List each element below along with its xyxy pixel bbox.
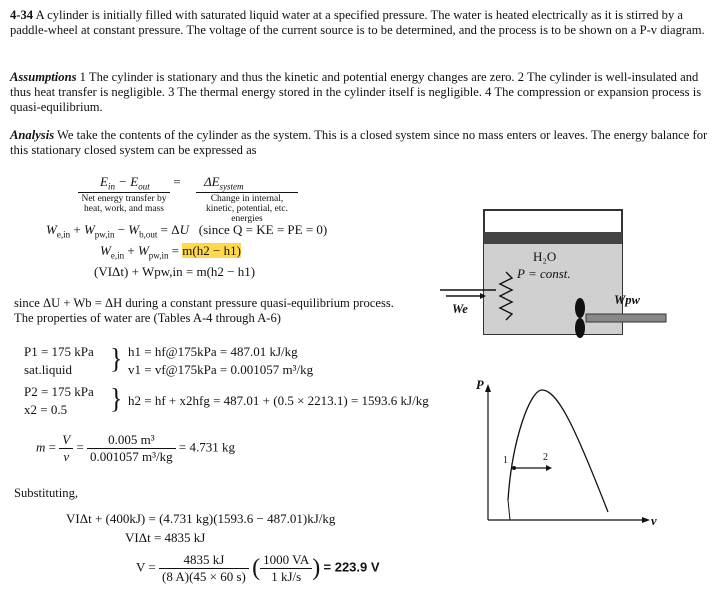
brace-state1: } xyxy=(110,342,123,375)
caption-net-transfer: Net energy transfer by heat, work, and mass xyxy=(78,192,170,214)
problem-number: 4-34 xyxy=(10,8,34,22)
analysis xyxy=(10,128,710,158)
voltage-numerator: 4835 kJ xyxy=(159,552,249,569)
pressure-label: P = const. xyxy=(517,266,571,281)
voltage-answer: = 223.9 V xyxy=(323,559,380,575)
state2-quality: x2 = 0.5 xyxy=(24,402,68,417)
paddle-shaft xyxy=(586,314,666,322)
energy-balance-line1: $W_{e,in} + W_{pw,in} - W_{b,out} = \Delta U$ (since Q = KE = PE = 0) xyxy=(46,222,328,240)
analysis-text: We take the contents of the cylinder as the system. This is a closed system since no mass enters or leaves. The energy balance for this stationary closed system can be expressed as xyxy=(10,128,708,157)
v1-value: v1 = vf@175kPa = 0.001057 m³/kg xyxy=(128,362,314,377)
caption-change-energy: Change in internal, kinetic, potential, etc. energies xyxy=(196,192,298,224)
process-note: since ΔU + Wb = ΔH during a constant pressure quasi-equilibrium process. The properties of water are (Tables A-4 through A-6) xyxy=(14,296,394,325)
analysis-heading: Analysis xyxy=(10,128,55,142)
energy-balance-line2: $W_{e,in} + W_{pw,in} = m(h2 - h1)$ xyxy=(100,243,241,261)
p-axis-label: P xyxy=(476,378,484,392)
paddle-blade-bottom xyxy=(575,318,585,338)
cylinder-figure xyxy=(440,204,710,344)
fluid-label: H₂O xyxy=(533,249,557,264)
state1-condition: sat.liquid xyxy=(24,362,73,377)
state2-pressure: P2 = 175 kPa xyxy=(24,384,94,399)
voltage-denominator: (8 A)(45 × 60 s) xyxy=(162,569,246,584)
problem-statement xyxy=(10,8,710,38)
p-axis-arrowhead xyxy=(485,384,491,392)
state2-label: 2 xyxy=(543,452,548,463)
v-axis-label: v xyxy=(651,514,657,528)
substituting-eq2: VIΔt = 4835 kJ xyxy=(125,530,206,545)
assumptions xyxy=(10,70,710,115)
mass-equation: m = $\frac{V}{v}$ = $\frac{\text{0.005 m³}}{\text{0.001057 m³/kg}}$ = 4.731 kg xyxy=(36,432,235,464)
brace-state2: } xyxy=(110,382,123,415)
assumptions-text: 1 The cylinder is stationary and thus the kinetic and potential energy changes are zero. 2 The cylinder is well-insulated and thus heat transfer is negligible. 3 The thermal energy stored in the cylinder itself is negligible. 4 The compression or expansion process is quasi-equilibrium. xyxy=(10,70,702,114)
energy-balance-general: $E_{in} - E_{out}$ = $\Delta E_{system}$ xyxy=(100,174,244,192)
highlighted-enthalpy-change: m(h2 − h1) xyxy=(182,243,241,258)
conversion-denominator: 1 kJ/s xyxy=(271,569,302,584)
mass-result: = 4.731 kg xyxy=(178,439,235,455)
conversion-numerator: 1000 VA xyxy=(260,552,312,569)
pv-diagram xyxy=(478,380,678,530)
wpw-label: Wpw xyxy=(614,293,640,307)
assumption-note: (since Q = KE = PE = 0) xyxy=(198,222,328,237)
mass-denominator: 0.001057 m³/kg xyxy=(90,449,173,464)
substituting-eq1: VIΔt + (400kJ) = (4.731 kg)(1593.6 − 487.01)kJ/kg xyxy=(66,511,336,526)
state1-pressure: P1 = 175 kPa xyxy=(24,344,94,359)
saturation-dome xyxy=(508,390,608,512)
state1-point xyxy=(512,466,516,470)
problem-text: A cylinder is initially filled with saturated liquid water at a specified pressure. The water is heated electrically as it is stirred by a paddle-wheel at constant pressure. The voltage of the current source is to be determined, and the process is to be shown on a P-v diagram. xyxy=(10,8,705,37)
assumptions-heading: Assumptions xyxy=(10,70,77,84)
h2-value: h2 = hf + x2hfg = 487.01 + (0.5 × 2213.1) = 1593.6 kJ/kg xyxy=(128,393,429,408)
we-label: We xyxy=(452,302,468,316)
piston xyxy=(484,232,622,244)
h1-value: h1 = hf@175kPa = 487.01 kJ/kg xyxy=(128,344,298,359)
paddle-blade-top xyxy=(575,298,585,318)
energy-balance-line3: (VIΔt) + Wpw,in = m(h2 − h1) xyxy=(94,264,256,279)
mass-numerator: 0.005 m³ xyxy=(87,432,176,449)
voltage-equation: V = $\frac{4835 kJ}{(8 A)(45 \times 60 s)}$ ( $\frac{1000 VA}{1 kJ/s}$ ) = 223.9 V xyxy=(136,552,380,584)
process-arrowhead xyxy=(546,465,552,471)
v-axis-arrowhead xyxy=(642,517,650,523)
substituting-label: Substituting, xyxy=(14,486,79,500)
state1-label: 1 xyxy=(503,455,508,466)
compressed-liquid-line xyxy=(508,500,510,520)
